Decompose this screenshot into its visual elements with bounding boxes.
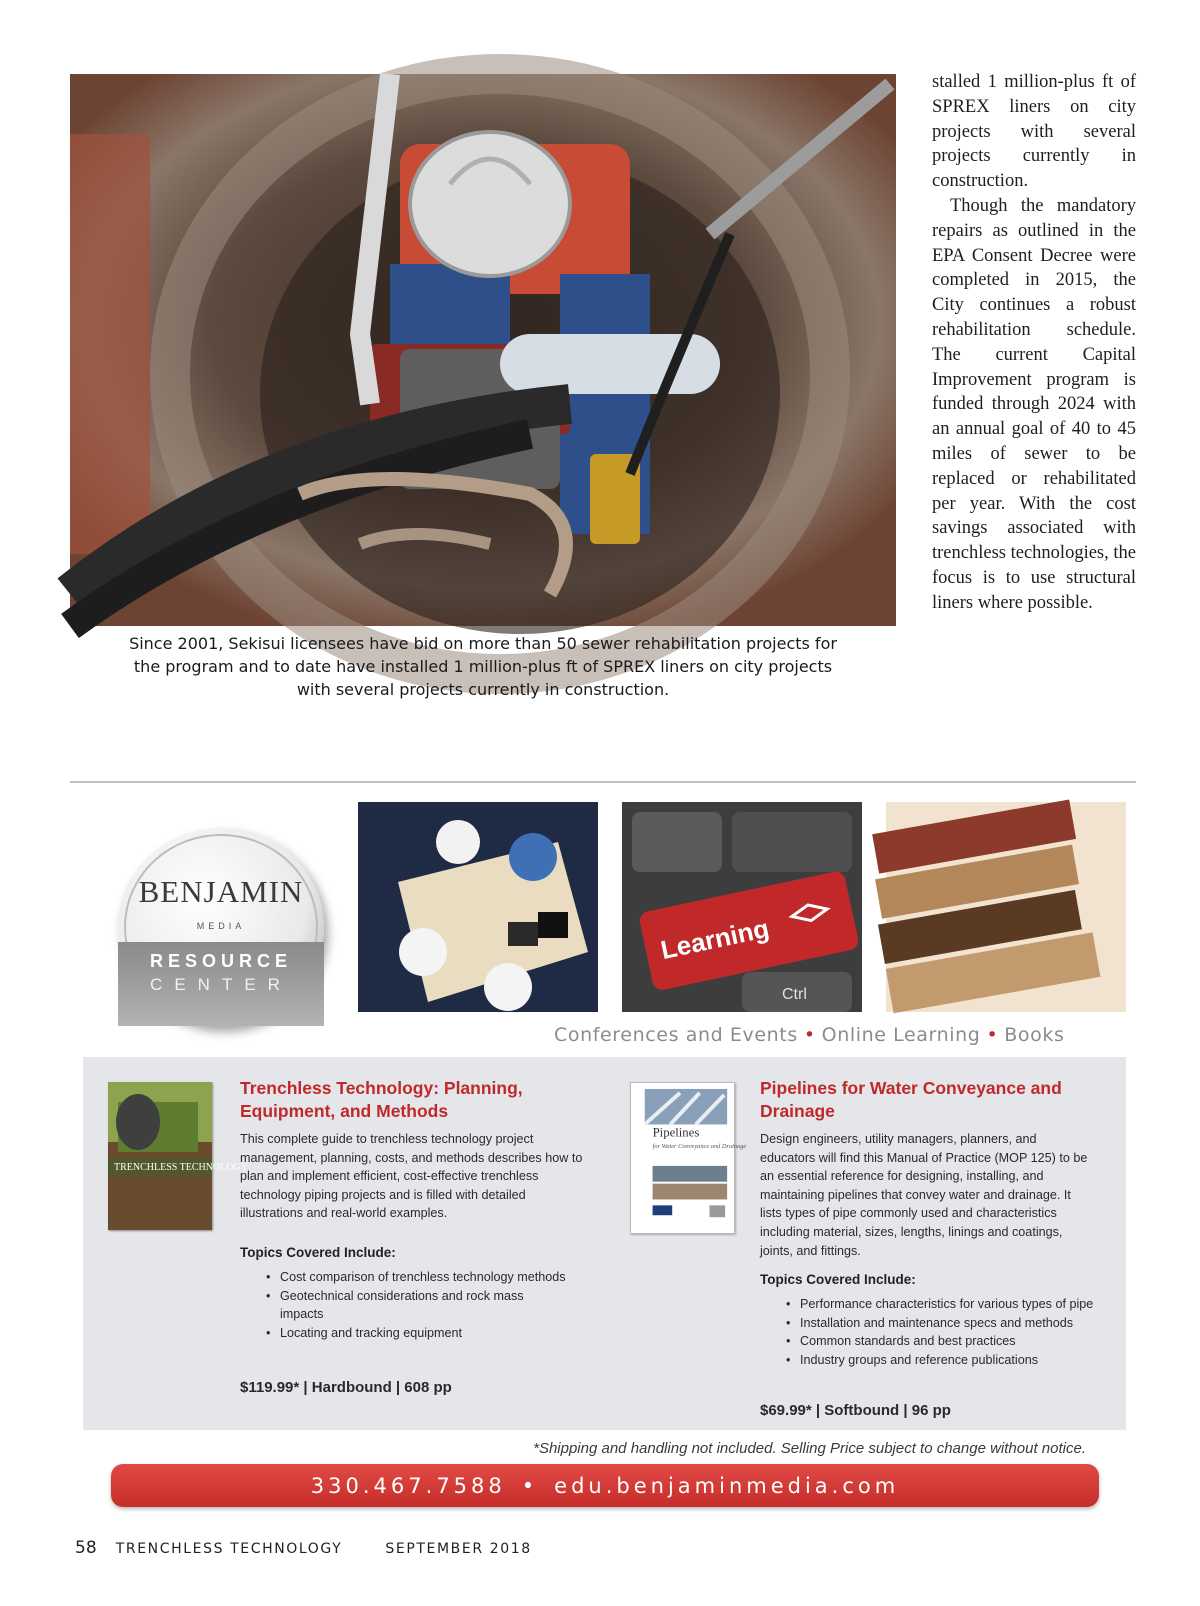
keyboard-photo: [622, 802, 862, 1012]
product-description: This complete guide to trenchless technology project management, planning, costs, and methods describes how to plan and implement efficient, cost-effective trenchless technology piping projects and is filled with detailed illustrations and real-world examples.: [240, 1132, 583, 1221]
contact-bar[interactable]: [111, 1464, 1099, 1507]
book-cover-title: TRENCHLESS TECHNOLOGY: [114, 1162, 248, 1173]
manhole-photo: [70, 74, 896, 626]
website-link[interactable]: edu.benjaminmedia.com: [554, 1473, 900, 1498]
topic-item: • Locating and tracking equipment: [266, 1324, 566, 1343]
logo-resource: RESOURCE: [149, 951, 292, 971]
book-cover-title: Pipelines: [652, 1125, 700, 1140]
product-description: Design engineers, utility managers, planners, and educators will find this Manual of Practice (MOP 125) to be an essential reference for designing, installing, and maintaining pipelines that convey water and drainage. It lists types of pipe commonly used and characteristics including material, sizes, lengths, linings and coatings, joints, and fittings.: [760, 1132, 1088, 1258]
product-title[interactable]: Trenchless Technology: Planning, Equipment, and Methods: [240, 1078, 523, 1121]
category-separator: •: [986, 1024, 999, 1046]
topics-heading: Topics Covered Include:: [240, 1245, 396, 1260]
category-books[interactable]: Books: [1004, 1024, 1065, 1046]
topics-heading: Topics Covered Include:: [760, 1272, 916, 1287]
logo-media: MEDIA: [196, 921, 246, 931]
topic-item: • Geotechnical considerations and rock mass impacts: [266, 1287, 566, 1324]
publication-name: TRENCHLESS TECHNOLOGY: [115, 1541, 343, 1557]
phone-number[interactable]: 330.467.7588: [310, 1473, 506, 1498]
shipping-disclaimer: *Shipping and handling not included. Selling Price subject to change without notice.: [533, 1440, 1086, 1457]
topic-list: [266, 1268, 566, 1342]
contact-separator: •: [521, 1473, 539, 1498]
topic-item: • Common standards and best practices: [786, 1332, 1096, 1351]
learning-key-label: Learning: [658, 912, 772, 966]
issue-date: SEPTEMBER 2018: [385, 1541, 532, 1557]
category-online-learning[interactable]: Online Learning: [821, 1024, 981, 1046]
topic-item: • Performance characteristics for various types of pipe: [786, 1295, 1096, 1314]
benjamin-media-logo[interactable]: [118, 828, 324, 1026]
article-paragraph: Though the mandatory repairs as outlined in the EPA Consent Decree were completed in 2015, the City continues a robust rehabilitation schedule. The current Capital Improvement program is funded through 2024 with an annual goal of 40 to 45 miles of sewer to be replaced or rehabilitated per year. With the cost savings associated with trenchless technologies, the focus is to use structural liners where possible.: [932, 195, 1136, 613]
category-separator: •: [803, 1024, 816, 1046]
page-footer: [75, 1538, 532, 1558]
books-photo: [886, 802, 1126, 1012]
article-paragraph: stalled 1 million-plus ft of SPREX liners on city projects with several projects currently in construction.: [932, 72, 1136, 192]
topic-list: [786, 1295, 1096, 1369]
topic-item: • Cost comparison of trenchless technology methods: [266, 1268, 566, 1287]
product-price: $69.99* | Softbound | 96 pp: [760, 1402, 951, 1419]
logo-name: BENJAMIN: [138, 874, 304, 909]
book-cover-pipelines[interactable]: [630, 1082, 747, 1234]
product-price: $119.99* | Hardbound | 608 pp: [240, 1379, 452, 1396]
photo-caption: Since 2001, Sekisui licensees have bid on more than 50 sewer rehabilitation projects for the program and to date have installed 1 million-plus ft of SPREX liners on city projects with several projects currently in construction.: [129, 634, 837, 699]
product-title[interactable]: Pipelines for Water Conveyance and Drainage: [760, 1078, 1062, 1121]
book-cover-trenchless[interactable]: [108, 1082, 248, 1230]
page-number: 58: [75, 1538, 97, 1558]
logo-center: CENTER: [150, 975, 292, 994]
ad-categories: [554, 1024, 1114, 1046]
category-conferences[interactable]: Conferences and Events: [554, 1024, 798, 1046]
topic-item: • Installation and maintenance specs and methods: [786, 1314, 1096, 1333]
topic-item: • Industry groups and reference publications: [786, 1351, 1096, 1370]
section-divider: [70, 781, 1136, 783]
book-cover-subtitle: for Water Conveyance and Drainage: [652, 1143, 747, 1151]
article-column: [932, 70, 1136, 616]
ctrl-key-label: Ctrl: [782, 986, 807, 1003]
conference-photo: [358, 802, 598, 1012]
